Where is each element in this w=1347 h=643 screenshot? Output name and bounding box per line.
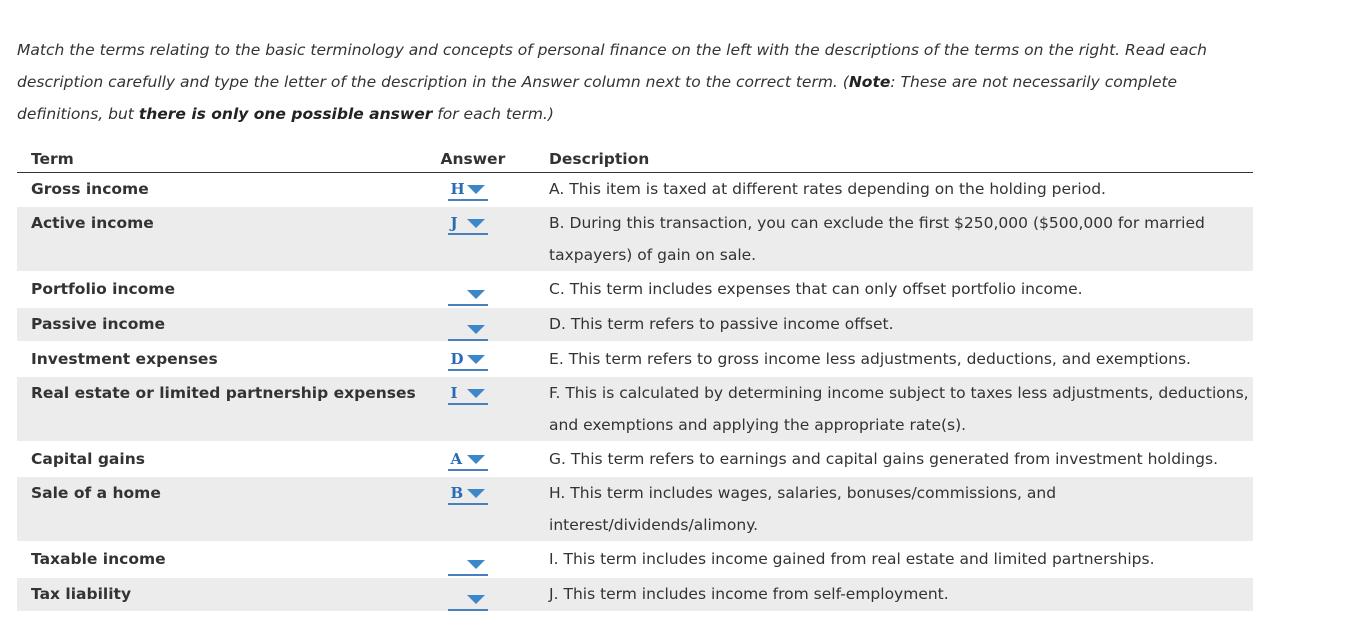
instructions-part-1: Match the terms relating to the basic terminology and concepts of personal finance on the left with the descriptions of the terms on the right. Read each description carefully and type the letter of the description in the Answer column next to the correct term. ( xyxy=(17,41,1207,91)
emphasis-phrase: there is only one possible answer xyxy=(138,105,433,123)
answer-value: H xyxy=(450,180,465,198)
answer-value: B xyxy=(450,484,464,502)
term-cell: Taxable income xyxy=(31,550,166,568)
instructions-part-2: : These are not necessarily complete definitions, but xyxy=(17,73,1178,123)
note-label: Note xyxy=(848,73,891,91)
table-header-row xyxy=(17,146,1253,173)
header-description: Description xyxy=(549,146,1253,173)
term-cell: Tax liability xyxy=(17,577,426,611)
answer-dropdown[interactable] xyxy=(448,383,488,405)
answer-cell xyxy=(426,206,549,272)
term-cell: Investment expenses xyxy=(31,350,218,368)
dropdown-arrow-icon xyxy=(467,325,485,334)
answer-cell xyxy=(426,342,549,376)
dropdown-arrow-icon xyxy=(467,290,485,299)
description-cell: D. This term refers to passive income offset. xyxy=(549,307,1253,342)
answer-cell xyxy=(426,442,549,476)
answer-cell xyxy=(426,376,549,442)
answer-cell xyxy=(426,307,549,342)
dropdown-arrow-icon xyxy=(467,389,485,398)
dropdown-arrow-icon xyxy=(467,489,485,498)
table-row xyxy=(17,442,1253,476)
table-row xyxy=(17,307,1253,342)
answer-dropdown[interactable] xyxy=(448,179,488,201)
description-cell: A. This item is taxed at different rates depending on the holding period. xyxy=(549,180,1106,198)
answer-dropdown[interactable] xyxy=(448,589,488,611)
header-term: Term xyxy=(17,146,426,173)
term-cell: Real estate or limited partnership expenses xyxy=(17,376,426,442)
header-answer: Answer xyxy=(426,146,549,173)
table-row xyxy=(17,376,1253,442)
term-cell: Gross income xyxy=(31,180,149,198)
dropdown-arrow-icon xyxy=(467,355,485,364)
dropdown-arrow-icon xyxy=(467,560,485,569)
table-row xyxy=(17,542,1253,577)
answer-cell xyxy=(426,542,549,577)
dropdown-arrow-icon xyxy=(467,185,485,194)
description-cell: G. This term refers to earnings and capital gains generated from investment holdings. xyxy=(549,450,1218,468)
answer-value: I xyxy=(450,384,458,402)
answer-value: D xyxy=(450,350,464,368)
dropdown-arrow-icon xyxy=(467,595,485,604)
answer-cell xyxy=(426,272,549,307)
answer-value: J xyxy=(450,214,458,232)
answer-dropdown[interactable] xyxy=(448,554,488,576)
matching-table xyxy=(17,146,1253,611)
description-cell: B. During this transaction, you can exclude the first $250,000 ($500,000 for married taxpayers) of gain on sale. xyxy=(549,206,1253,272)
answer-dropdown[interactable] xyxy=(448,449,488,471)
table-row xyxy=(17,206,1253,272)
description-cell: E. This term refers to gross income less adjustments, deductions, and exemptions. xyxy=(549,350,1191,368)
answer-dropdown[interactable] xyxy=(448,213,488,235)
answer-cell xyxy=(426,173,549,207)
term-cell: Active income xyxy=(17,206,426,272)
description-cell: F. This is calculated by determining income subject to taxes less adjustments, deductions, and exemptions and applying the appropriate rate(s). xyxy=(549,376,1253,442)
table-row xyxy=(17,476,1253,542)
answer-cell xyxy=(426,577,549,611)
description-cell: J. This term includes income from self-employment. xyxy=(549,577,1253,611)
description-cell: C. This term includes expenses that can only offset portfolio income. xyxy=(549,280,1083,298)
table-row xyxy=(17,272,1253,307)
table-row xyxy=(17,577,1253,611)
instructions-part-3: for each term.) xyxy=(432,105,554,123)
description-cell: I. This term includes income gained from real estate and limited partnerships. xyxy=(549,550,1155,568)
answer-dropdown[interactable] xyxy=(448,349,488,371)
term-cell: Portfolio income xyxy=(31,280,175,298)
answer-dropdown[interactable] xyxy=(448,483,488,505)
dropdown-arrow-icon xyxy=(467,455,485,464)
instructions xyxy=(17,34,1247,130)
table-row xyxy=(17,173,1253,207)
term-cell: Passive income xyxy=(17,307,426,342)
term-cell: Capital gains xyxy=(31,450,145,468)
description-cell: H. This term includes wages, salaries, bonuses/commissions, and interest/dividends/alimony. xyxy=(549,476,1253,542)
answer-dropdown[interactable] xyxy=(448,319,488,341)
answer-cell xyxy=(426,476,549,542)
dropdown-arrow-icon xyxy=(467,219,485,228)
term-cell: Sale of a home xyxy=(17,476,426,542)
table-row xyxy=(17,342,1253,376)
answer-value: A xyxy=(450,450,463,468)
answer-dropdown[interactable] xyxy=(448,284,488,306)
